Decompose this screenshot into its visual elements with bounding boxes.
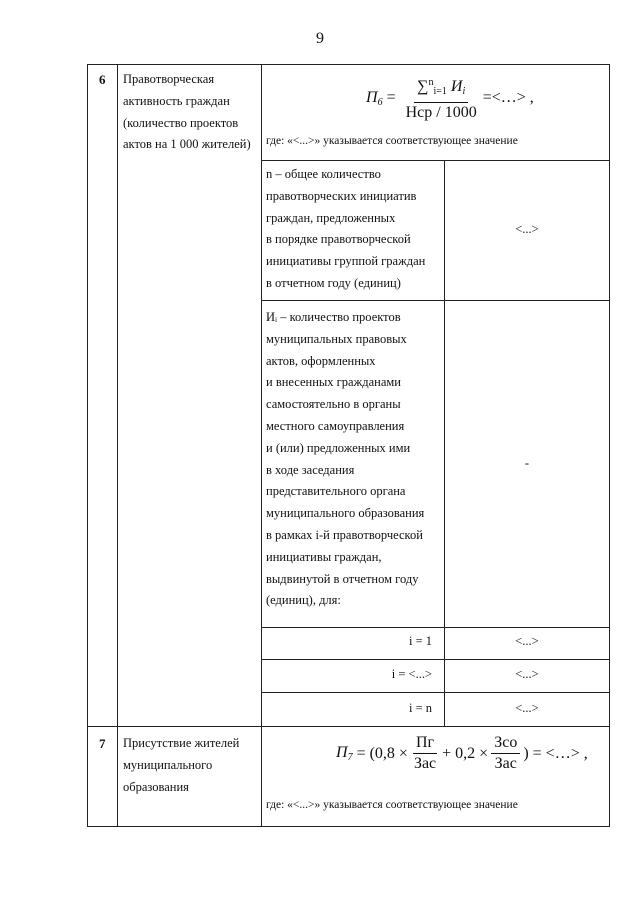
row6-formula-bottom-border — [261, 160, 610, 161]
formula-fraction-2 — [491, 734, 520, 773]
i-desc-line: и (или) предложенных ими — [266, 440, 411, 455]
subrow1-bottom-border — [261, 659, 610, 660]
formula-fraction-1 — [411, 734, 439, 773]
n-desc-line: граждан, предложенных — [266, 210, 396, 225]
formula-lhs: $П_7$ — [336, 744, 353, 763]
i-desc-line: актов, оформленных — [266, 353, 376, 368]
num-col-divider — [117, 64, 118, 827]
table-top-border — [87, 64, 610, 65]
n-desc-line: в порядке правотворческой — [266, 232, 411, 247]
formula-denominator: Нср / 1000 — [405, 104, 477, 121]
formula-denominator-2: Зас — [494, 755, 517, 772]
formula-numerator-1: Пг — [413, 734, 437, 754]
row6-label-line: актов на 1 000 жителей) — [123, 137, 251, 152]
page-number: 9 — [316, 30, 324, 47]
i-desc-line: в ходе заседания — [266, 462, 355, 477]
row6-number: 6 — [99, 72, 106, 87]
formula-fraction — [403, 74, 480, 122]
row7-label-line: муниципального — [123, 757, 213, 772]
row6-label-line: Правотворческая — [123, 72, 215, 86]
i-desc-line: в рамках i-й правотворческой — [266, 527, 423, 542]
i-desc-line: и внесенных гражданами — [266, 375, 401, 390]
i-desc-line: самостоятельно в органы — [266, 397, 401, 412]
row7-label-line: образования — [123, 779, 189, 794]
row7-label — [123, 733, 239, 798]
formula-denominator-1: Зас — [413, 755, 437, 772]
n-value: <...> — [515, 222, 539, 236]
subrow-label: i = n — [408, 701, 432, 715]
formula-rhs: ) = <…> , — [523, 744, 588, 762]
i-desc-line: представительного органа — [266, 484, 406, 499]
formula-lhs: $П_6$ — [366, 88, 383, 108]
row6-label-line: (количество проектов — [123, 115, 239, 130]
row7-number: 7 — [99, 736, 106, 751]
subrow-label: i = 1 — [408, 634, 432, 648]
i-value: - — [524, 456, 530, 470]
subrow-label: i = <...> — [391, 667, 432, 681]
subrow-value: <...> — [515, 667, 539, 681]
n-desc-line: инициативы группой граждан — [266, 254, 426, 269]
table-left-border — [87, 64, 88, 827]
subrow-value: <...> — [515, 634, 539, 648]
subrow2-bottom-border — [261, 692, 610, 693]
n-desc-line: n – общее количество — [266, 167, 381, 181]
row6-bottom-border — [87, 726, 610, 727]
row7-label-line: Присутствие жителей — [123, 736, 240, 750]
row7-note: где: «<...>» указывается соответствующее значение — [266, 799, 518, 811]
row6-formula — [366, 74, 534, 122]
row7-formula — [336, 734, 588, 773]
n-row-bottom-border — [261, 300, 610, 301]
i-description — [266, 307, 424, 612]
i-desc-line: Иᵢ – количество проектов — [266, 310, 401, 324]
i-desc-line: муниципальных правовых — [266, 331, 407, 346]
table-right-border — [609, 64, 610, 827]
table-bottom-border — [87, 826, 610, 827]
formula-numerator: ∑$^n_{i=1}$ $И_i$ — [414, 74, 468, 103]
n-description — [266, 164, 425, 295]
row6-label-line: активность граждан — [123, 93, 230, 108]
n-desc-line: правотворческих инициатив — [266, 188, 417, 203]
i-desc-line: (единиц), для: — [266, 593, 341, 608]
i-desc-line: инициативы граждан, — [266, 549, 382, 564]
i-desc-line: муниципального образования — [266, 506, 425, 521]
formula-part2: + 0,2 × — [442, 744, 489, 762]
i-desc-line: выдвинутой в отчетном году — [266, 571, 419, 586]
n-desc-line: в отчетном году (единиц) — [266, 275, 401, 290]
formula-equals: = — [386, 89, 396, 106]
i-row-bottom-border — [261, 627, 610, 628]
formula-numerator-2: Зсо — [491, 734, 520, 754]
row6-note: где: «<...>» указывается соответствующее значение — [266, 135, 518, 147]
subrow-value: <...> — [515, 701, 539, 715]
i-desc-line: местного самоуправления — [266, 418, 405, 433]
formula-rhs: =<…> , — [482, 89, 534, 106]
row6-label — [123, 69, 251, 156]
formula-part1: = (0,8 × — [356, 744, 408, 762]
